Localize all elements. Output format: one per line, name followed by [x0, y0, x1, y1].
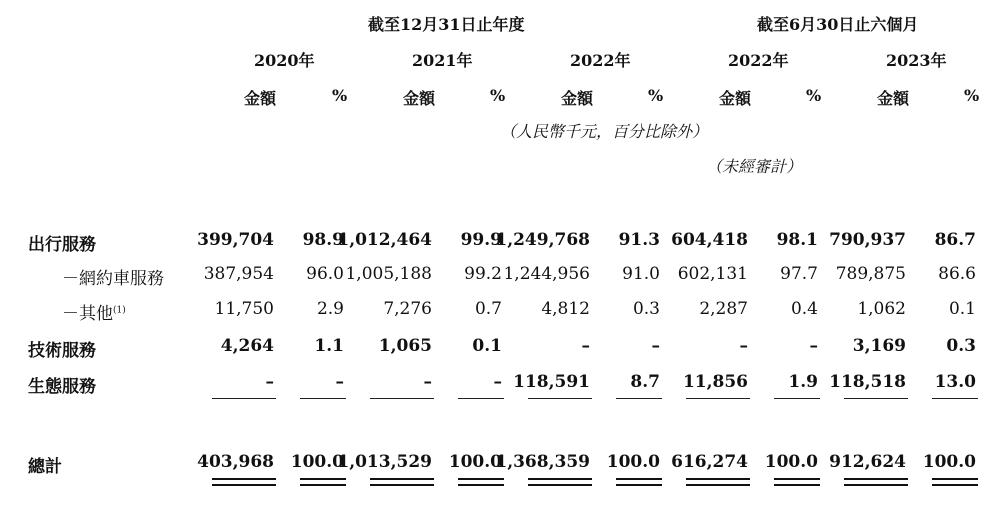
total-cell: 1,368,359 [495, 452, 590, 472]
table-cell: 0.1 [948, 299, 976, 319]
table-cell: 13.0 [934, 372, 976, 392]
table-cell: 91.3 [618, 230, 660, 250]
pct-header: % [490, 86, 506, 105]
table-cell: 96.0 [306, 264, 344, 284]
table-cell: 97.7 [780, 264, 818, 284]
unaudited-note: （未經審計） [706, 157, 803, 176]
total-double-rule [774, 478, 820, 486]
table-cell: – [739, 336, 748, 356]
amount-header: 金額 [877, 89, 910, 108]
total-double-rule [212, 478, 276, 486]
subtotal-rule [616, 398, 662, 399]
total-cell: 403,968 [197, 452, 274, 472]
table-cell: – [423, 372, 432, 392]
table-cell: 98.9 [302, 230, 344, 250]
subtotal-rule [212, 398, 276, 399]
total-cell: 100.0 [448, 452, 502, 472]
table-cell: 118,591 [513, 372, 590, 392]
table-cell: 604,418 [671, 230, 748, 250]
table-cell: 11,750 [214, 299, 274, 319]
row-label-mobility-services: 出行服務 [28, 235, 96, 255]
table-cell: 789,875 [835, 264, 906, 284]
group-header-interim: 截至6月30日止六個月 [757, 15, 919, 34]
group-header-annual: 截至12月31日止年度 [368, 15, 525, 34]
table-cell: 0.4 [790, 299, 818, 319]
total-cell: 100.0 [922, 452, 976, 472]
total-cell: 100.0 [606, 452, 660, 472]
year-header-2021: 2021年 [412, 51, 473, 70]
total-cell: 100.0 [764, 452, 818, 472]
total-double-rule [844, 478, 908, 486]
subtotal-rule [932, 398, 978, 399]
table-cell: – [265, 372, 274, 392]
total-double-rule [686, 478, 750, 486]
row-label-ecosystem-services: 生態服務 [28, 377, 96, 397]
year-header-2022-h1: 2022年 [728, 51, 789, 70]
total-double-rule [932, 478, 978, 486]
table-cell: 8.7 [630, 372, 660, 392]
table-cell: 1,244,956 [503, 264, 590, 284]
amount-header: 金額 [719, 89, 752, 108]
footnote-marker: (1) [113, 305, 126, 316]
table-cell: 602,131 [677, 264, 748, 284]
pct-header: % [964, 86, 980, 105]
table-cell: 4,812 [541, 299, 590, 319]
subtotal-rule [686, 398, 750, 399]
total-cell: 616,274 [671, 452, 748, 472]
currency-note: （人民幣千元，百分比除外） [500, 122, 709, 141]
total-double-rule [370, 478, 434, 486]
subtotal-rule [300, 398, 346, 399]
subtotal-rule [774, 398, 820, 399]
subtotal-rule [844, 398, 908, 399]
table-cell: 3,169 [852, 336, 906, 356]
table-cell: 1,062 [857, 299, 906, 319]
row-label-ride-hailing: －網約車服務 [62, 269, 164, 289]
total-cell: 100.0 [290, 452, 344, 472]
table-cell: 0.7 [474, 299, 502, 319]
table-cell: 1,065 [378, 336, 432, 356]
subtotal-rule [370, 398, 434, 399]
table-cell: 1,012,464 [337, 230, 432, 250]
year-header-2020: 2020年 [254, 51, 315, 70]
table-cell: 0.1 [472, 336, 502, 356]
row-label-technology-services: 技術服務 [28, 341, 96, 361]
total-cell: 1,013,529 [337, 452, 432, 472]
table-cell: 7,276 [383, 299, 432, 319]
table-cell: 91.0 [622, 264, 660, 284]
pct-header: % [806, 86, 822, 105]
pct-header: % [332, 86, 348, 105]
table-cell: 99.9 [460, 230, 502, 250]
table-cell: 399,704 [197, 230, 274, 250]
row-label-others: －其他$^{(1)}$ [62, 304, 126, 324]
amount-header: 金額 [244, 89, 277, 108]
subtotal-rule [528, 398, 592, 399]
table-cell: 11,856 [682, 372, 748, 392]
pct-header: % [648, 86, 664, 105]
total-double-rule [528, 478, 592, 486]
table-cell: – [651, 336, 660, 356]
table-cell: – [335, 372, 344, 392]
total-double-rule [616, 478, 662, 486]
table-cell: 1,005,188 [345, 264, 432, 284]
table-cell: 790,937 [829, 230, 906, 250]
table-cell: 86.6 [938, 264, 976, 284]
amount-header: 金額 [561, 89, 594, 108]
total-cell: 912,624 [829, 452, 906, 472]
table-cell: 387,954 [203, 264, 274, 284]
table-cell: – [493, 372, 502, 392]
total-double-rule [458, 478, 504, 486]
table-cell: 2,287 [699, 299, 748, 319]
table-cell: 99.2 [464, 264, 502, 284]
table-cell: 1.1 [314, 336, 344, 356]
table-cell: 2.9 [316, 299, 344, 319]
total-double-rule [300, 478, 346, 486]
year-header-2023-h1: 2023年 [886, 51, 947, 70]
table-cell: 98.1 [776, 230, 818, 250]
table-cell: 118,518 [829, 372, 906, 392]
row-label-total: 總計 [28, 457, 62, 477]
subtotal-rule [458, 398, 504, 399]
amount-header: 金額 [403, 89, 436, 108]
table-cell: 86.7 [934, 230, 976, 250]
table-cell: 4,264 [220, 336, 274, 356]
year-header-2022: 2022年 [570, 51, 631, 70]
table-cell: – [809, 336, 818, 356]
table-cell: 0.3 [946, 336, 976, 356]
table-cell: 0.3 [632, 299, 660, 319]
table-cell: 1.9 [788, 372, 818, 392]
table-cell: 1,249,768 [495, 230, 590, 250]
table-cell: – [581, 336, 590, 356]
